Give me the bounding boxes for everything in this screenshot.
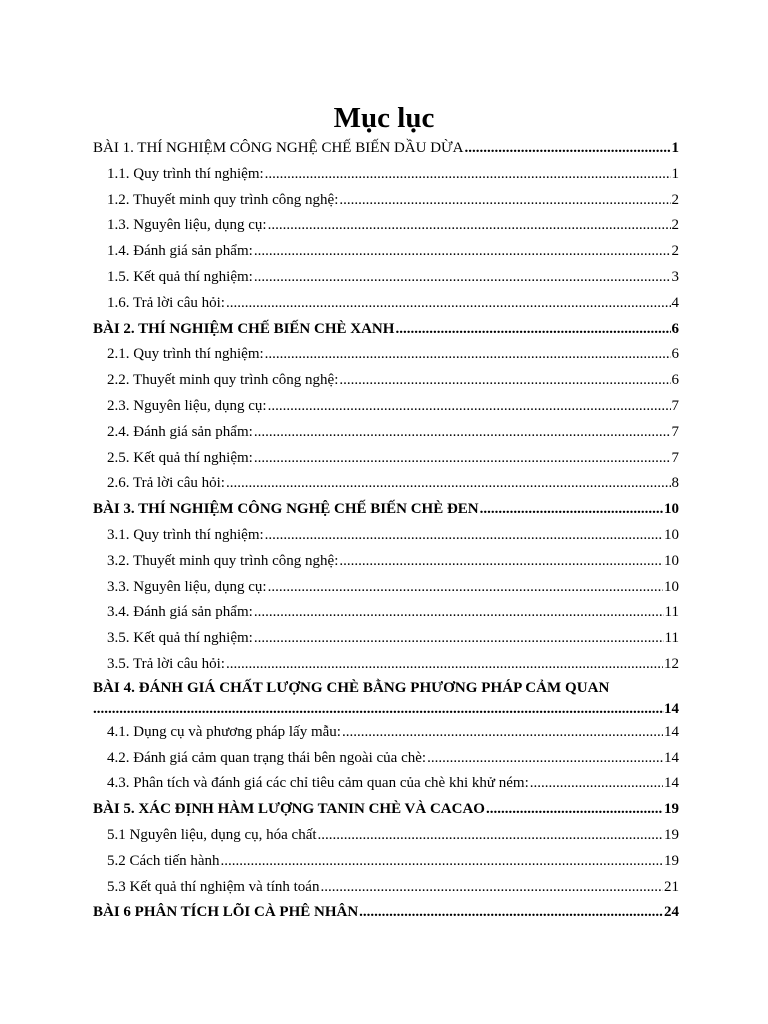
toc-page-number: 10 — [664, 578, 679, 595]
toc-section-entry[interactable] — [93, 523, 679, 549]
toc-section-entry[interactable] — [93, 291, 679, 317]
toc-section-entry[interactable] — [93, 575, 679, 601]
toc-section-entry[interactable] — [93, 239, 679, 265]
toc-section-entry[interactable] — [93, 652, 679, 678]
toc-section-entry[interactable] — [93, 188, 679, 214]
toc-page-number: 7 — [671, 397, 679, 414]
toc-dot-leader — [226, 652, 663, 678]
toc-section-entry[interactable] — [93, 213, 679, 239]
toc-section-entry[interactable] — [93, 446, 679, 472]
toc-dot-leader — [226, 471, 671, 497]
toc-entry-label: 1.3. Nguyên liệu, dụng cụ: — [107, 217, 267, 234]
toc-entry-label: 3.1. Quy trình thí nghiệm: — [107, 526, 264, 543]
toc-page-number: 11 — [664, 630, 679, 647]
toc-dot-leader — [254, 446, 671, 472]
toc-entry-label: 2.5. Kết quả thí nghiệm: — [107, 449, 253, 466]
toc-dot-leader — [480, 497, 663, 523]
toc-entry-label: 4.1. Dụng cụ và phương pháp lấy mẫu: — [107, 723, 341, 740]
toc-section-entry[interactable] — [93, 162, 679, 188]
toc-page-number: 19 — [664, 852, 679, 869]
toc-page-number: 8 — [671, 475, 679, 492]
toc-dot-leader — [530, 771, 663, 797]
toc-page-number: 3 — [671, 268, 679, 285]
toc-dot-leader — [220, 849, 663, 875]
toc-page-number: 11 — [664, 604, 679, 621]
toc-entry-label: 1.1. Quy trình thí nghiệm: — [107, 165, 264, 182]
toc-section-entry[interactable] — [93, 746, 679, 772]
toc-page-number: 7 — [671, 449, 679, 466]
toc-dot-leader — [254, 265, 671, 291]
toc-page-number: 1 — [671, 140, 679, 156]
toc-dot-leader — [265, 162, 671, 188]
toc-page-number: 19 — [664, 801, 679, 818]
table-of-contents — [93, 136, 679, 926]
toc-section-entry[interactable] — [93, 849, 679, 875]
toc-entry-label: 3.5. Kết quả thí nghiệm: — [107, 630, 253, 647]
toc-page-number: 24 — [664, 904, 679, 921]
toc-section-entry[interactable] — [93, 823, 679, 849]
toc-entry-label: BÀI 1. THÍ NGHIỆM CÔNG NGHỆ CHẾ BIẾN DẦU DỪA — [93, 140, 464, 156]
toc-chapter-entry[interactable] — [93, 797, 679, 823]
toc-section-entry[interactable] — [93, 549, 679, 575]
toc-entry-label: 3.5. Trả lời câu hỏi: — [107, 655, 225, 672]
toc-chapter-entry[interactable] — [93, 678, 679, 720]
toc-entry-label: 1.2. Thuyết minh quy trình công nghệ: — [107, 191, 339, 208]
toc-page-number: 14 — [664, 723, 679, 740]
toc-entry-label: BÀI 6 PHÂN TÍCH LÕI CÀ PHÊ NHÂN — [93, 904, 359, 921]
toc-section-entry[interactable] — [93, 720, 679, 746]
toc-dot-leader — [320, 875, 663, 901]
toc-entry-label: BÀI 5. XÁC ĐỊNH HÀM LƯỢNG TANIN CHÈ VÀ CACAO — [93, 801, 485, 818]
toc-dot-leader — [318, 823, 663, 849]
toc-page-number: 10 — [664, 526, 679, 543]
toc-chapter-entry[interactable] — [93, 497, 679, 523]
toc-page-number: 19 — [664, 826, 679, 843]
toc-page-number: 2 — [671, 217, 679, 234]
toc-dot-leader — [93, 698, 664, 720]
toc-page-number: 10 — [664, 552, 679, 569]
toc-page-number: 6 — [671, 372, 679, 389]
toc-entry-label: 2.2. Thuyết minh quy trình công nghệ: — [107, 372, 339, 389]
toc-entry-label: 4.3. Phân tích và đánh giá các chỉ tiêu cảm quan của chè khi khử ném: — [107, 775, 529, 792]
toc-entry-label: 1.5. Kết quả thí nghiệm: — [107, 268, 253, 285]
toc-section-entry[interactable] — [93, 394, 679, 420]
toc-entry-label: 5.1 Nguyên liệu, dụng cụ, hóa chất — [107, 826, 317, 843]
toc-entry-label: 4.2. Đánh giá cảm quan trạng thái bên ngoài của chè: — [107, 749, 427, 766]
toc-page-number: 12 — [664, 655, 679, 672]
toc-entry-label: 2.6. Trả lời câu hỏi: — [107, 475, 225, 492]
toc-page-number: 2 — [671, 243, 679, 260]
toc-dot-leader — [268, 394, 671, 420]
toc-section-entry[interactable] — [93, 771, 679, 797]
toc-page-number: 14 — [664, 700, 679, 717]
toc-section-entry[interactable] — [93, 471, 679, 497]
toc-section-entry[interactable] — [93, 420, 679, 446]
toc-dot-leader — [359, 900, 663, 926]
toc-dot-leader — [339, 188, 670, 214]
toc-entry-label: BÀI 3. THÍ NGHIỆM CÔNG NGHỆ CHẾ BIẾN CHÈ ĐEN — [93, 501, 479, 518]
toc-page-number: 6 — [671, 346, 679, 363]
toc-entry-label: 2.3. Nguyên liệu, dụng cụ: — [107, 397, 267, 414]
toc-dot-leader — [254, 626, 664, 652]
toc-entry-label: 2.4. Đánh giá sản phẩm: — [107, 423, 253, 440]
toc-entry-label: 1.6. Trả lời câu hỏi: — [107, 294, 225, 311]
toc-dot-leader — [339, 368, 670, 394]
toc-section-entry[interactable] — [93, 875, 679, 901]
toc-page-number: 14 — [664, 749, 679, 766]
toc-dot-leader — [339, 549, 663, 575]
toc-page-number: 6 — [671, 320, 679, 337]
toc-entry-label: 3.3. Nguyên liệu, dụng cụ: — [107, 578, 267, 595]
toc-dot-leader — [254, 239, 671, 265]
toc-dot-leader — [265, 523, 663, 549]
toc-dot-leader — [265, 342, 671, 368]
toc-section-entry[interactable] — [93, 600, 679, 626]
toc-page-number: 14 — [664, 775, 679, 792]
toc-entry-label: 5.3 Kết quả thí nghiệm và tính toán — [107, 878, 320, 895]
toc-section-entry[interactable] — [93, 342, 679, 368]
toc-dot-leader — [268, 575, 663, 601]
toc-page-number: 10 — [664, 501, 679, 518]
toc-entry-label: 2.1. Quy trình thí nghiệm: — [107, 346, 264, 363]
toc-entry-label: BÀI 2. THÍ NGHIỆM CHẾ BIẾN CHÈ XANH — [93, 320, 395, 337]
toc-dot-leader — [226, 291, 671, 317]
toc-section-entry[interactable] — [93, 626, 679, 652]
toc-page-number: 21 — [664, 878, 679, 895]
toc-dot-leader — [342, 720, 663, 746]
toc-dot-leader — [427, 746, 663, 772]
toc-entry-label: BÀI 4. ĐÁNH GIÁ CHẤT LƯỢNG CHÈ BẰNG PHƯƠNG PHÁP CẢM QUAN — [93, 679, 610, 696]
toc-entry-label: 3.2. Thuyết minh quy trình công nghệ: — [107, 552, 339, 569]
toc-chapter-entry[interactable] — [93, 900, 679, 926]
toc-entry-label: 1.4. Đánh giá sản phẩm: — [107, 243, 253, 260]
toc-page-number: 4 — [671, 294, 679, 311]
toc-section-entry[interactable] — [93, 368, 679, 394]
toc-dot-leader — [395, 317, 670, 343]
toc-entry-label: 5.2 Cách tiến hành — [107, 852, 220, 869]
toc-dot-leader — [254, 420, 671, 446]
toc-chapter-entry[interactable] — [93, 136, 679, 162]
toc-dot-leader — [254, 600, 664, 626]
page-title: Mục lục — [333, 102, 435, 134]
toc-entry-label: 3.4. Đánh giá sản phẩm: — [107, 604, 253, 621]
toc-page-number: 1 — [671, 165, 679, 182]
toc-chapter-entry[interactable] — [93, 317, 679, 343]
toc-dot-leader — [465, 136, 671, 162]
toc-section-entry[interactable] — [93, 265, 679, 291]
toc-dot-leader — [486, 797, 663, 823]
toc-page-number: 7 — [671, 423, 679, 440]
toc-dot-leader — [268, 213, 671, 239]
toc-page-number: 2 — [671, 191, 679, 208]
